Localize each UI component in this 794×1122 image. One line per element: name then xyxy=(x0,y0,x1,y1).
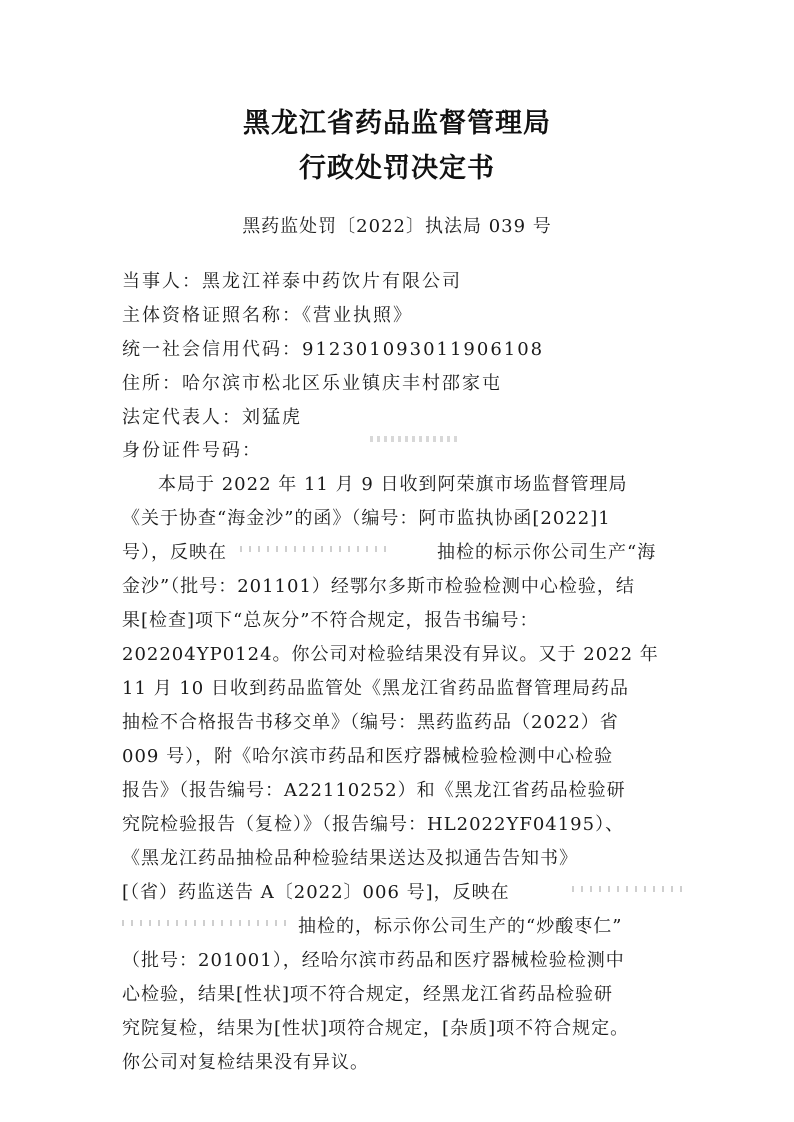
body-line: 究院复检，结果为[性状]项符合规定，[杂质]项不符合规定。 xyxy=(122,1018,630,1039)
body-line: 《黑龙江药品抽检品种检验结果送达及拟通告告知书》 xyxy=(122,848,578,869)
body-line: 你公司对复检结果没有异议。 xyxy=(122,1052,369,1073)
document-number: 黑药监处罚〔2022〕执法局 039 号 xyxy=(242,216,552,237)
body-line: 抽检不合格报告书移交单》（编号：黑药监药品（2022）省 xyxy=(122,712,619,733)
body-line: 果[检查]项下“总灰分”不符合规定，报告书编号： xyxy=(122,610,539,631)
body-line: 抽检的，标示你公司生产的“炒酸枣仁” xyxy=(298,916,623,937)
body-line: 《关于协查“海金沙”的函》（编号：阿市监执协函[2022]1 xyxy=(122,508,611,529)
body-line: 本局于 2022 年 11 月 9 日收到阿荣旗市场监督管理局 xyxy=(158,474,628,495)
body-line: 心检验，结果[性状]项不符合规定，经黑龙江省药品检验研 xyxy=(122,984,614,1005)
body-line: 009 号），附《哈尔滨市药品和医疗器械检验检测中心检验 xyxy=(122,746,614,767)
document-title-agency: 黑龙江省药品监督管理局 xyxy=(243,108,551,139)
document-title-type: 行政处罚决定书 xyxy=(299,153,495,184)
legal-representative: 法定代表人：刘猛虎 xyxy=(122,407,302,428)
party-name: 当事人：黑龙江祥泰中药饮片有限公司 xyxy=(122,271,462,292)
body-line: 究院检验报告（复检）》（报告编号：HL2022YF04195）、 xyxy=(122,814,625,835)
id-number-label: 身份证件号码： xyxy=(122,440,262,461)
address: 住所：哈尔滨市松北区乐业镇庆丰村邵家屯 xyxy=(122,373,502,394)
body-line: 11 月 10 日收到药品监管处《黑龙江省药品监督管理局药品 xyxy=(122,678,629,699)
body-line: 金沙”（批号：201101）经鄂尔多斯市检验检测中心检验，结 xyxy=(122,576,635,597)
redacted-location xyxy=(122,920,292,926)
body-line: 202204YP0124。你公司对检验结果没有异议。又于 2022 年 xyxy=(122,644,659,665)
redacted-location xyxy=(240,546,390,552)
body-line: 报告》（报告编号：A22110252）和《黑龙江省药品检验研 xyxy=(122,780,626,801)
body-line: [（省）药监送告 A〔2022〕006 号]，反映在 xyxy=(122,882,510,903)
credit-code: 统一社会信用代码：912301093011906108 xyxy=(122,339,545,360)
body-line: （批号：201001），经哈尔滨市药品和医疗器械检验检测中 xyxy=(122,950,625,971)
body-line: 号），反映在 xyxy=(122,542,227,563)
body-line: 抽检的标示你公司生产“海 xyxy=(437,542,657,563)
license-type: 主体资格证照名称：《营业执照》 xyxy=(122,305,413,326)
redacted-id-number xyxy=(370,436,460,442)
redacted-location xyxy=(572,886,682,892)
